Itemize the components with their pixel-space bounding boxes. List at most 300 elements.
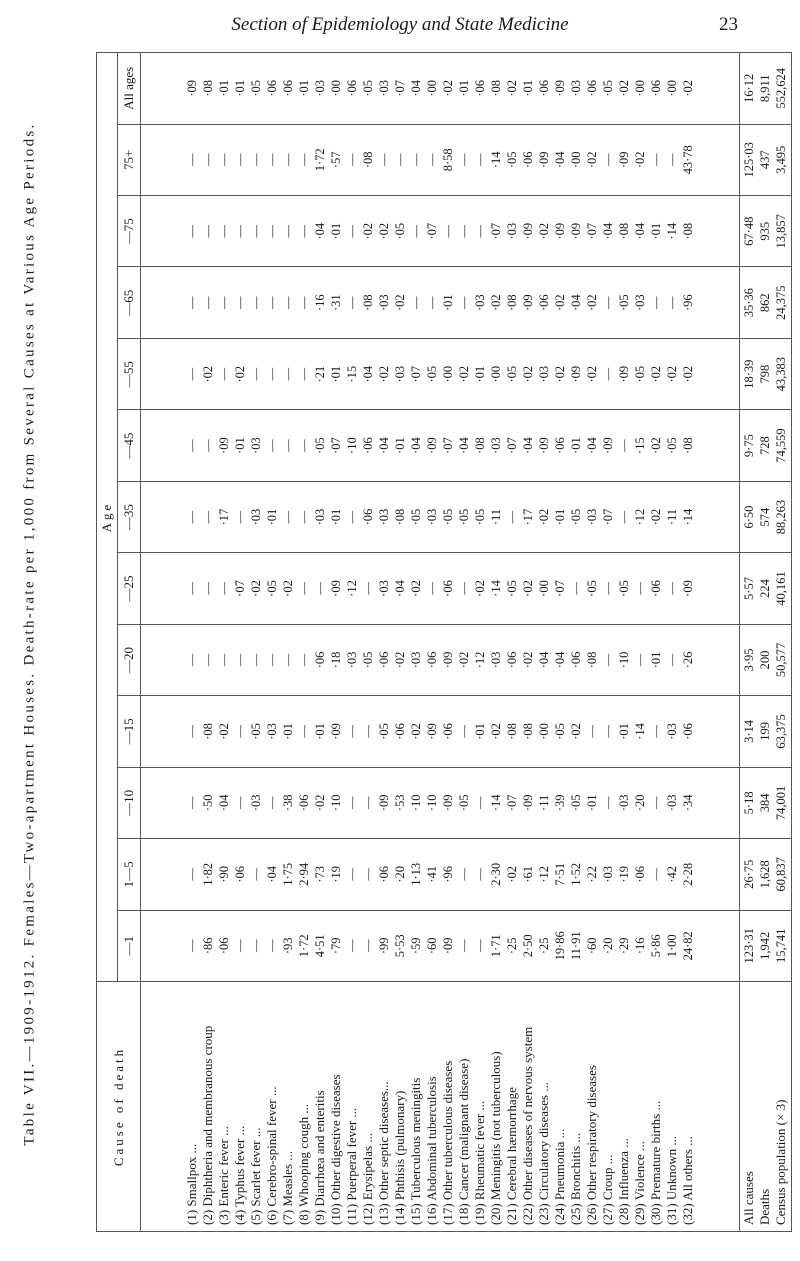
age-column-values: [141, 410, 740, 481]
rate-value: ·02: [408, 580, 423, 597]
rate-value: —: [424, 296, 439, 309]
rate-value: ·01: [328, 222, 343, 240]
rate-value: ·08: [504, 723, 519, 740]
rate-value: ·06: [648, 79, 663, 97]
rate-value: ·06: [472, 79, 487, 97]
rate-value: ·00: [488, 365, 503, 383]
age-column-values: [141, 124, 740, 195]
deaths-value: 199: [758, 722, 773, 741]
all-causes-value: 18·39: [742, 359, 757, 389]
rate-value: 5·86: [648, 934, 663, 958]
rate-value: —: [280, 367, 295, 381]
cause-label: (3) Enteric fever ...: [215, 1126, 231, 1225]
rate-value: —: [504, 510, 519, 524]
rate-value: ·07: [328, 437, 343, 454]
rate-value: —: [280, 439, 295, 452]
rate-value: ·06: [280, 79, 295, 97]
rate-value: ·08: [360, 151, 375, 169]
rate-value: ·01: [552, 508, 567, 526]
rate-value: —: [264, 296, 279, 309]
rate-value: ·09: [536, 437, 551, 454]
rate-value: ·02: [312, 794, 327, 812]
age-column-values: [141, 696, 740, 767]
rate-value: ·06: [536, 79, 551, 97]
rate-value: ·06: [376, 865, 391, 883]
deaths-label: Deaths: [757, 1188, 773, 1225]
rate-value: —: [184, 439, 199, 452]
rate-value: 2·50: [520, 934, 535, 958]
rate-value: ·05: [264, 580, 279, 597]
rate-value: —: [456, 725, 471, 738]
rate-value: ·09: [600, 437, 615, 454]
rate-value: —: [408, 296, 423, 309]
population-value: 552,624: [774, 67, 789, 109]
rate-value: ·09: [616, 151, 631, 169]
all-causes-value: 123·31: [742, 928, 757, 964]
rate-value: ·04: [536, 651, 551, 669]
rate-value: —: [632, 582, 647, 595]
rate-value: ·03: [472, 294, 487, 312]
rate-value: ·59: [408, 937, 423, 955]
rate-value: ·14: [488, 580, 503, 597]
rate-value: ·09: [520, 294, 535, 312]
rate-value: ·02: [664, 365, 679, 383]
rate-value: ·96: [680, 294, 695, 312]
rate-value: ·02: [648, 508, 663, 526]
rate-value: —: [600, 653, 615, 667]
cause-label: (14) Phthisis (pulmonary): [391, 1090, 407, 1225]
rate-value: ·21: [312, 365, 327, 383]
rate-value: —: [456, 868, 471, 881]
rate-value: —: [232, 153, 247, 167]
rate-value: ·04: [408, 437, 423, 454]
rate-value: —: [296, 153, 311, 167]
rate-value: ·04: [584, 437, 599, 454]
deaths-value: 384: [758, 793, 773, 813]
age-column-values: [141, 196, 740, 267]
rate-value: —: [360, 582, 375, 595]
rate-value: —: [632, 653, 647, 667]
population-value: 74,001: [774, 785, 789, 821]
rate-value: ·01: [216, 79, 231, 97]
rate-value: ·01: [296, 79, 311, 97]
rate-value: ·02: [568, 723, 583, 740]
age-column-totals: [739, 910, 791, 981]
rate-value: ·06: [552, 437, 567, 454]
cause-label: (2) Diphtheria and membranous croup: [199, 1025, 215, 1225]
rate-value: —: [248, 868, 263, 881]
rate-value: ·06: [392, 723, 407, 740]
rate-value: —: [184, 939, 199, 953]
rate-value: ·07: [504, 437, 519, 454]
rate-value: —: [392, 153, 407, 167]
rate-value: ·53: [392, 794, 407, 812]
rate-value: ·41: [424, 865, 439, 883]
rate-value: —: [312, 582, 327, 595]
rate-value: ·15: [344, 365, 359, 383]
rate-value: 1·75: [280, 862, 295, 886]
rate-value: ·09: [216, 437, 231, 454]
rate-value: ·03: [600, 865, 615, 883]
cause-label: (31) Unknown ...: [663, 1135, 679, 1225]
rate-value: ·04: [568, 294, 583, 312]
rate-value: —: [568, 582, 583, 595]
rate-value: 2·30: [488, 862, 503, 886]
rate-value: —: [344, 153, 359, 167]
rate-value: ·03: [376, 294, 391, 312]
rate-value: —: [664, 653, 679, 667]
rate-value: —: [584, 725, 599, 738]
rate-value: ·09: [552, 222, 567, 240]
age-column-header: —10: [118, 767, 141, 838]
age-column-values: [141, 910, 740, 981]
rate-value: ·22: [584, 865, 599, 883]
rate-value: —: [200, 225, 215, 238]
rate-value: —: [296, 439, 311, 452]
rate-value: ·01: [440, 294, 455, 312]
rate-value: ·19: [328, 865, 343, 883]
rate-value: ·93: [280, 937, 295, 955]
rate-value: ·31: [328, 294, 343, 312]
rate-value: —: [232, 725, 247, 738]
rate-value: ·04: [632, 222, 647, 240]
rate-value: ·05: [568, 508, 583, 526]
rate-value: ·09: [376, 794, 391, 812]
rate-value: ·02: [648, 365, 663, 383]
rate-value: ·02: [440, 79, 455, 97]
rate-value: ·06: [584, 79, 599, 97]
rate-value: ·42: [664, 865, 679, 883]
rate-value: —: [344, 296, 359, 309]
all-causes-value: 35·36: [742, 288, 757, 318]
rate-value: ·07: [392, 79, 407, 97]
age-column-totals: [739, 481, 791, 552]
rate-value: ·06: [296, 794, 311, 812]
rate-value: ·02: [648, 437, 663, 454]
deaths-value: 574: [758, 507, 773, 527]
rate-value: —: [184, 296, 199, 309]
rate-value: —: [248, 153, 263, 167]
rate-value: ·07: [424, 222, 439, 240]
rate-value: —: [600, 796, 615, 810]
rate-value: ·06: [440, 580, 455, 597]
rate-value: —: [216, 296, 231, 309]
rate-value: ·19: [616, 865, 631, 883]
rate-value: ·09: [440, 937, 455, 955]
rate-value: —: [184, 653, 199, 667]
rate-value: ·17: [216, 508, 231, 526]
age-column-totals: [739, 124, 791, 195]
rate-value: ·99: [376, 937, 391, 955]
cause-label: (8) Whooping cough ...: [295, 1103, 311, 1225]
rate-value: ·03: [488, 651, 503, 669]
rate-value: ·04: [376, 437, 391, 454]
summary-labels: [739, 982, 791, 1232]
age-column-values: [141, 839, 740, 910]
rate-value: 2·28: [680, 862, 695, 886]
rate-value: —: [200, 582, 215, 595]
page-header: [0, 0, 800, 42]
rate-value: —: [184, 225, 199, 238]
rate-value: —: [456, 153, 471, 167]
rate-value: —: [264, 439, 279, 452]
rate-value: ·03: [392, 365, 407, 383]
cause-label: (23) Circulatory diseases ...: [535, 1082, 551, 1225]
rate-value: 1·72: [312, 148, 327, 172]
rate-value: ·02: [456, 365, 471, 383]
rate-value: ·00: [632, 79, 647, 97]
rate-value: ·60: [424, 937, 439, 955]
rate-value: —: [248, 367, 263, 381]
rate-value: ·00: [440, 365, 455, 383]
rate-value: 5·53: [392, 934, 407, 958]
rate-value: —: [184, 582, 199, 595]
rate-value: ·07: [584, 222, 599, 240]
all-causes-value: 16·12: [742, 73, 757, 103]
rate-value: ·03: [248, 794, 263, 812]
rate-value: ·38: [280, 794, 295, 812]
population-value: 3,495: [774, 145, 789, 174]
rate-value: —: [200, 296, 215, 309]
rate-value: —: [232, 653, 247, 667]
rate-value: —: [184, 367, 199, 381]
rate-value: —: [344, 225, 359, 238]
age-column-totals: [739, 696, 791, 767]
rate-value: —: [664, 296, 679, 309]
population-value: 60,837: [774, 857, 789, 892]
rate-value: ·03: [408, 651, 423, 669]
cause-label: (6) Cerebro-spinal fever ...: [263, 1086, 279, 1225]
rate-value: ·10: [616, 651, 631, 669]
rate-value: ·79: [328, 937, 343, 955]
rate-value: ·12: [344, 580, 359, 597]
age-column-values: [141, 767, 740, 838]
rate-value: ·03: [616, 794, 631, 812]
rate-value: ·02: [552, 365, 567, 383]
rate-value: ·06: [232, 865, 247, 883]
rate-value: ·20: [600, 937, 615, 955]
rate-value: ·02: [232, 365, 247, 383]
rate-value: ·09: [440, 794, 455, 812]
population-value: 50,577: [774, 642, 789, 678]
rate-value: ·26: [680, 651, 695, 669]
cause-label: (4) Typhus fever ...: [231, 1125, 247, 1225]
rate-value: ·18: [328, 651, 343, 669]
rate-value: ·01: [472, 365, 487, 383]
deaths-value: 224: [758, 579, 773, 598]
rate-value: ·11: [536, 794, 551, 811]
rate-value: ·05: [472, 508, 487, 526]
rate-value: ·04: [216, 794, 231, 812]
rate-value: ·00: [664, 79, 679, 97]
rate-value: ·04: [408, 79, 423, 97]
rate-value: ·02: [392, 294, 407, 312]
rate-value: ·02: [680, 79, 695, 97]
rate-value: —: [248, 653, 263, 667]
age-column-values: [141, 267, 740, 338]
rate-value: ·05: [504, 580, 519, 597]
rate-value: ·07: [488, 222, 503, 240]
rate-value: —: [216, 653, 231, 667]
rate-value: —: [424, 153, 439, 167]
rate-value: —: [232, 796, 247, 810]
cause-label: (9) Diarrhœa and enteritis: [311, 1090, 327, 1225]
rate-value: —: [616, 510, 631, 524]
rate-value: ·03: [664, 723, 679, 740]
age-column-header: 75+: [118, 124, 141, 195]
age-header: Age: [97, 53, 118, 982]
rate-value: ·05: [504, 365, 519, 383]
rate-value: 1·71: [488, 934, 503, 958]
rate-value: ·05: [248, 723, 263, 740]
cause-label: (11) Puerperal fever ...: [343, 1107, 359, 1225]
rate-value: ·05: [600, 79, 615, 97]
rate-value: 2·94: [296, 862, 311, 886]
rate-value: ·12: [472, 651, 487, 669]
rate-value: ·10: [408, 794, 423, 812]
rate-value: 19·86: [552, 931, 567, 961]
rate-value: —: [664, 582, 679, 595]
rate-value: ·05: [360, 651, 375, 669]
rate-value: ·08: [680, 222, 695, 240]
rate-value: ·02: [280, 580, 295, 597]
all-causes-value: 6·50: [742, 505, 757, 529]
rate-value: —: [248, 225, 263, 238]
rate-value: ·05: [360, 79, 375, 97]
rate-value: ·01: [264, 508, 279, 526]
deaths-value: 1,942: [758, 931, 773, 960]
rate-value: —: [344, 868, 359, 881]
rate-value: ·02: [584, 294, 599, 312]
rate-value: ·03: [312, 79, 327, 97]
rate-value: ·02: [408, 723, 423, 740]
rate-value: ·03: [632, 294, 647, 312]
rate-value: —: [184, 868, 199, 881]
rate-value: ·02: [632, 151, 647, 169]
rate-value: —: [664, 153, 679, 167]
rate-value: ·03: [248, 437, 263, 454]
rate-value: ·06: [264, 79, 279, 97]
age-column-totals: [739, 624, 791, 695]
rate-value: ·05: [568, 794, 583, 812]
rate-value: ·08: [504, 294, 519, 312]
age-column-totals: [739, 839, 791, 910]
mortality-table: [96, 52, 792, 1232]
age-column-header: —15: [118, 696, 141, 767]
rate-value: ·05: [616, 294, 631, 312]
rate-value: ·02: [584, 151, 599, 169]
deaths-value: 728: [758, 436, 773, 455]
rate-value: —: [600, 367, 615, 381]
rate-value: ·01: [312, 723, 327, 740]
rate-value: —: [648, 868, 663, 881]
cause-label: (25) Bronchitis ...: [567, 1132, 583, 1225]
all-causes-value: 5·57: [742, 577, 757, 600]
rate-value: ·05: [424, 365, 439, 383]
rate-value: ·14: [488, 151, 503, 169]
cause-label: (20) Meningitis (not tuberculous): [487, 1051, 503, 1225]
rate-value: ·06: [520, 151, 535, 169]
rate-value: —: [376, 153, 391, 167]
rate-value: ·07: [600, 508, 615, 526]
deaths-value: 798: [758, 364, 773, 384]
rate-value: ·09: [328, 723, 343, 740]
rate-value: ·01: [328, 508, 343, 526]
rate-value: —: [344, 939, 359, 953]
rate-value: ·09: [568, 222, 583, 240]
rate-value: ·00: [536, 580, 551, 597]
rate-value: ·02: [376, 365, 391, 383]
rate-value: 43·78: [680, 145, 695, 175]
rate-value: 4·51: [312, 934, 327, 958]
rate-value: ·14: [664, 222, 679, 240]
rate-value: ·05: [440, 508, 455, 526]
rate-value: ·06: [440, 723, 455, 740]
rate-value: ·02: [616, 79, 631, 97]
rate-value: ·04: [264, 865, 279, 883]
rate-value: ·02: [552, 294, 567, 312]
rate-value: —: [280, 510, 295, 524]
rate-value: —: [408, 225, 423, 238]
rate-value: ·03: [568, 79, 583, 97]
rate-value: ·09: [536, 151, 551, 169]
rate-value: ·02: [456, 651, 471, 669]
rate-value: ·06: [680, 723, 695, 740]
rate-value: ·01: [648, 222, 663, 240]
rate-value: —: [472, 868, 487, 881]
rate-value: 1·82: [200, 862, 215, 886]
deaths-value: 1,628: [758, 860, 773, 889]
rate-value: ·03: [664, 794, 679, 812]
rate-value: ·02: [680, 365, 695, 383]
rate-value: —: [360, 796, 375, 810]
rate-value: ·06: [312, 651, 327, 669]
rate-value: ·05: [248, 79, 263, 97]
rate-value: ·20: [632, 794, 647, 812]
cause-label: (10) Other digestive diseases: [327, 1074, 343, 1225]
rate-value: ·39: [552, 794, 567, 812]
rate-value: ·01: [392, 437, 407, 454]
rate-value: ·05: [456, 794, 471, 812]
population-value: 13,857: [774, 214, 789, 249]
population-value: 15,741: [774, 928, 789, 963]
rate-value: —: [616, 439, 631, 452]
rate-value: —: [264, 225, 279, 238]
rate-value: —: [280, 225, 295, 238]
age-column-header: —65: [118, 267, 141, 338]
rate-value: ·01: [584, 794, 599, 812]
rate-value: ·29: [616, 937, 631, 955]
rate-value: ·07: [232, 580, 247, 597]
page-number: 23: [719, 14, 738, 35]
rate-value: —: [648, 296, 663, 309]
population-value: 24,375: [774, 285, 789, 320]
rate-value: ·06: [376, 651, 391, 669]
rate-value: 24·82: [680, 931, 695, 961]
age-column-totals: [739, 267, 791, 338]
rate-value: ·09: [520, 794, 535, 812]
rate-value: ·04: [520, 437, 535, 454]
rate-value: ·57: [328, 151, 343, 169]
rate-value: ·03: [312, 508, 327, 526]
rate-value: —: [280, 653, 295, 667]
cause-label: (1) Smallpox ...: [183, 1143, 199, 1225]
cause-label: (17) Other tuberculous diseases: [439, 1060, 455, 1225]
rate-value: ·06: [504, 651, 519, 669]
age-column-totals: [739, 410, 791, 481]
rate-value: ·34: [680, 794, 695, 812]
rate-value: —: [344, 510, 359, 524]
